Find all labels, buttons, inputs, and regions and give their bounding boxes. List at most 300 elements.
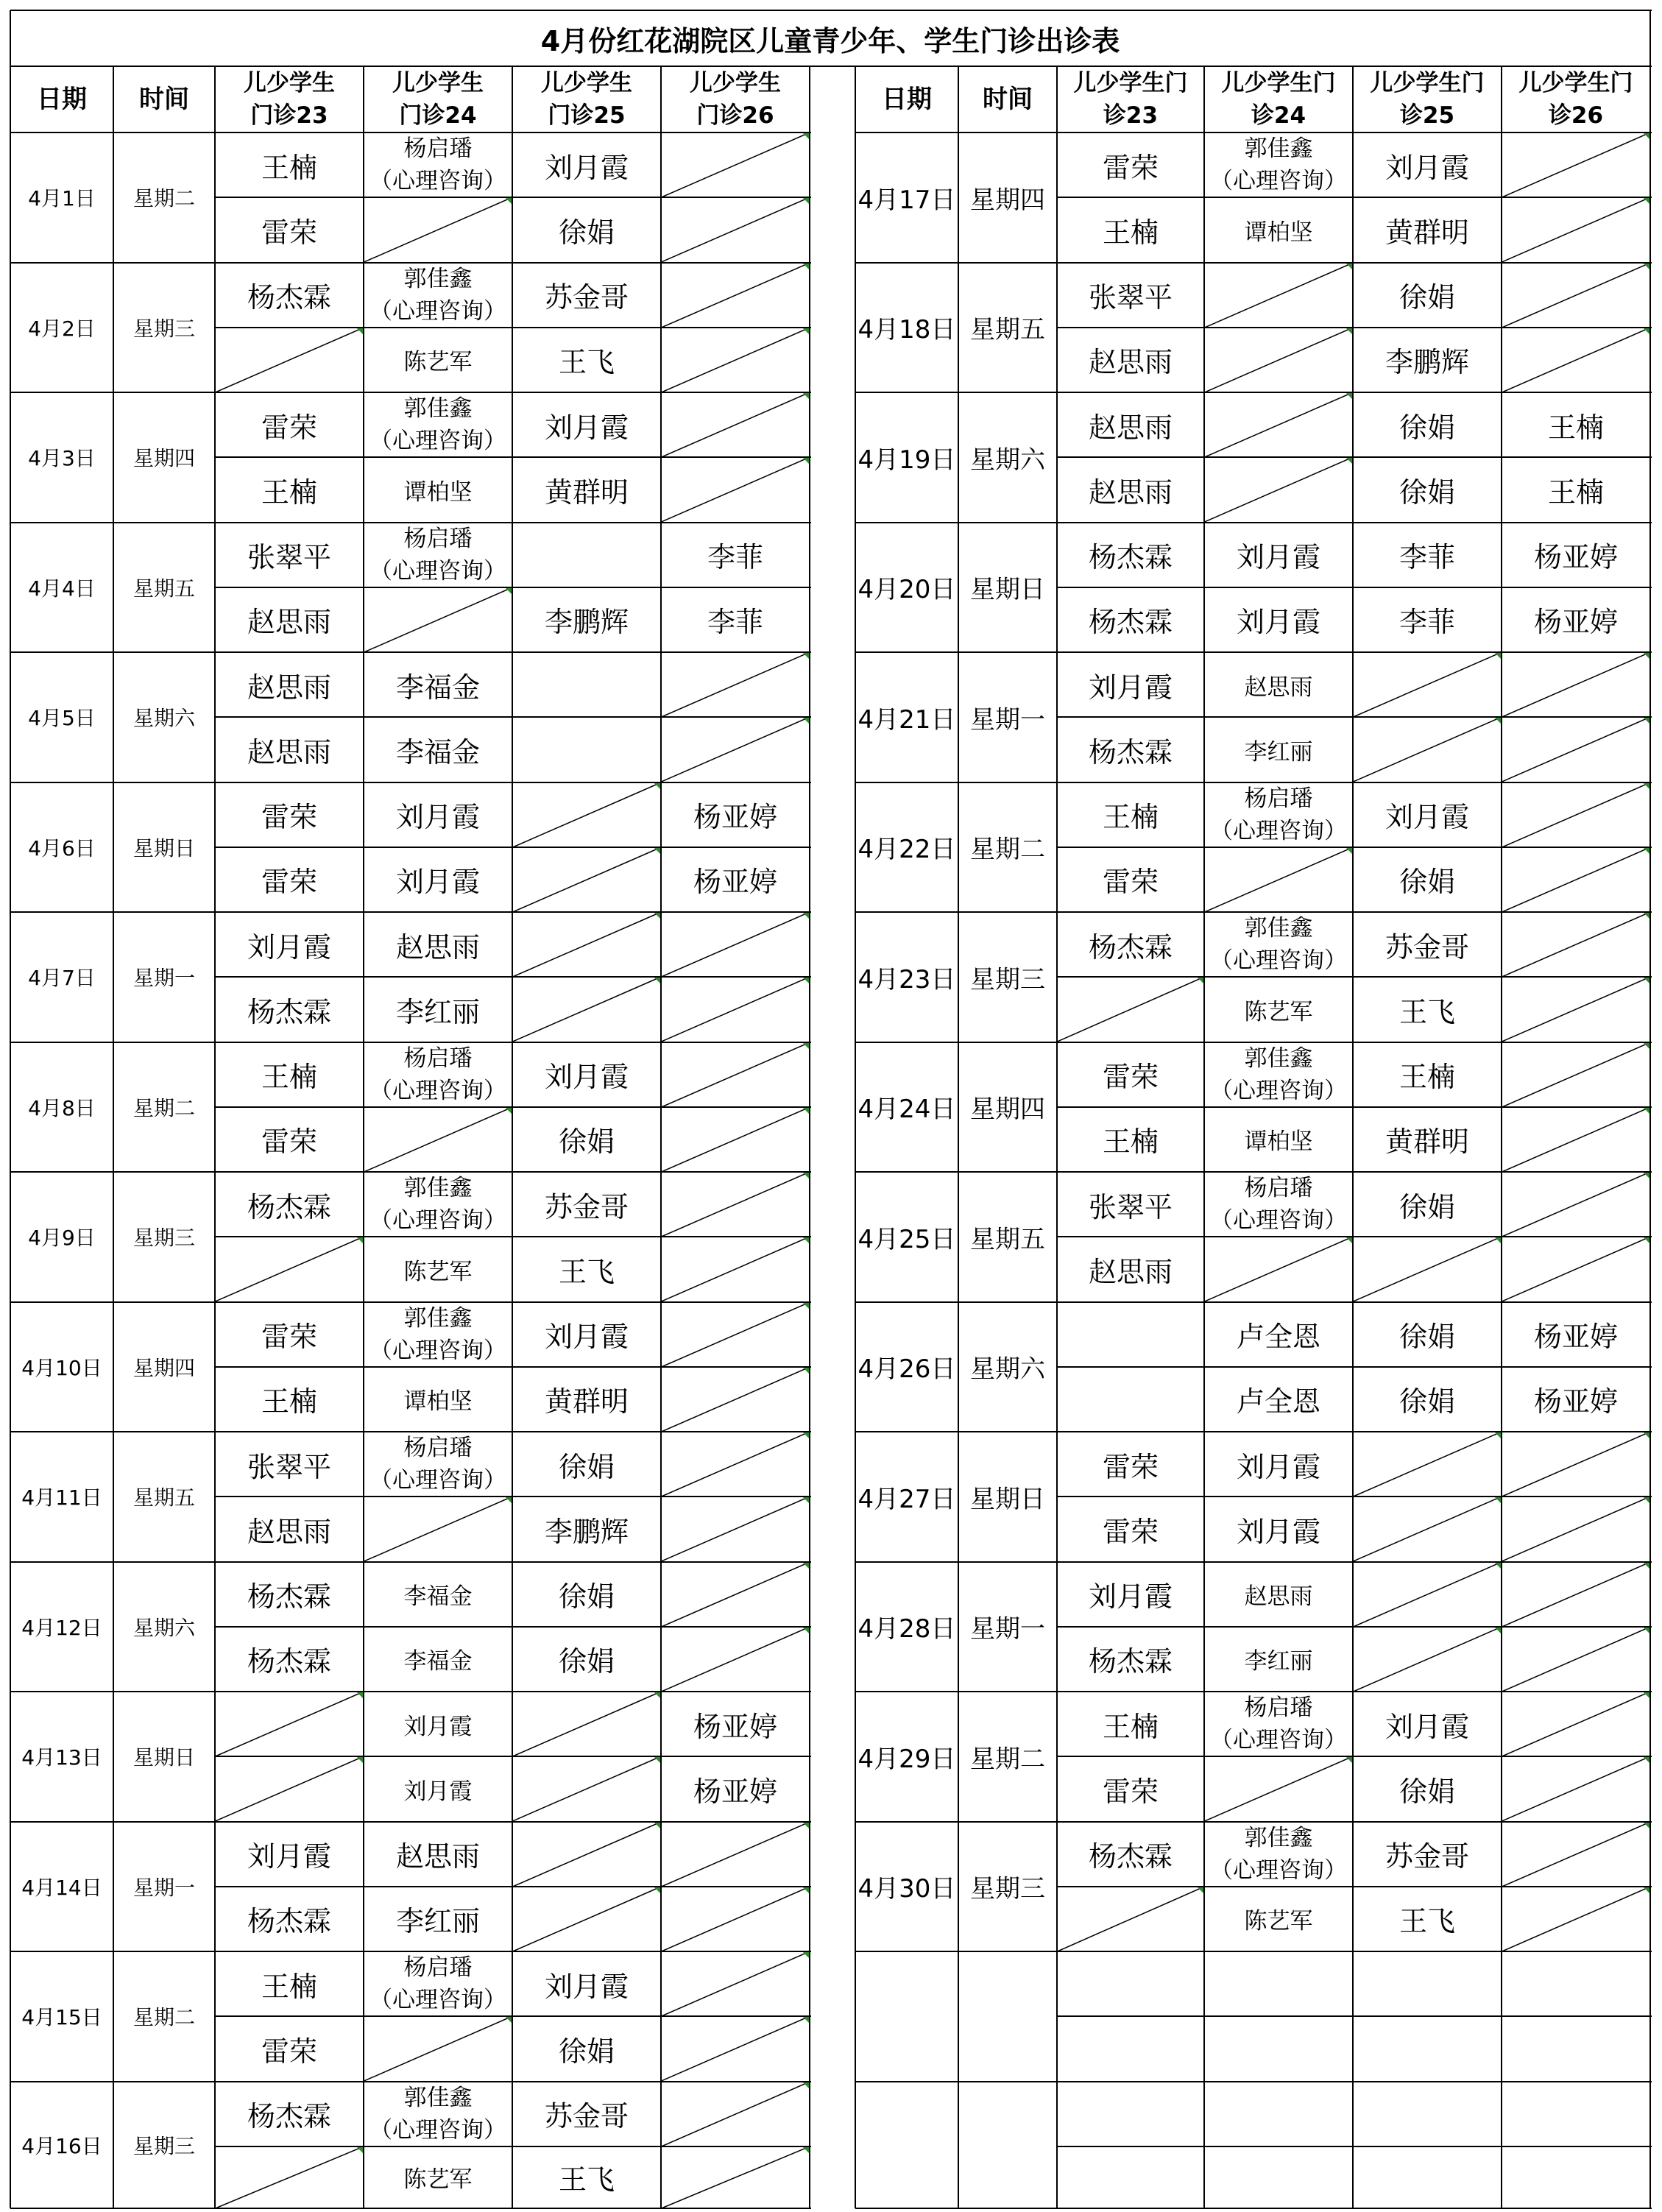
cell-text-line: 杨启璠 [1244, 785, 1313, 812]
cell-text-line: 杨启璠 [1244, 1175, 1313, 1202]
schedule-cell: 王楠 [261, 1061, 317, 1094]
schedule-cell: 李福金 [403, 1583, 473, 1611]
cell-text-line: （心理咨询） [369, 297, 506, 325]
cell-marker [803, 1823, 809, 1828]
cell-marker [803, 718, 809, 724]
weekday-cell: 星期四 [132, 1355, 195, 1380]
cell-marker [1346, 328, 1352, 334]
weekday-cell: 星期五 [970, 315, 1045, 345]
cell-marker [506, 1108, 512, 1114]
schedule-cell: 徐娟 [558, 1450, 615, 1483]
cell-marker [1644, 1432, 1649, 1438]
schedule-cell: 张翠平 [1088, 281, 1173, 314]
date-cell: 4月10日 [21, 1355, 102, 1380]
cell-marker [1644, 1692, 1649, 1698]
cell-text-line: 杨启璠 [403, 1045, 473, 1072]
empty-cell-slash [364, 1497, 512, 1561]
schedule-cell: 李福金 [395, 735, 480, 768]
cell-marker [1644, 1628, 1649, 1633]
cell-marker [803, 1368, 809, 1374]
schedule-cell: 刘月霞 [1088, 1580, 1173, 1614]
date-cell: 4月3日 [28, 446, 96, 471]
empty-cell-slash [512, 977, 661, 1042]
schedule-cell: 杨亚婷 [693, 801, 777, 834]
empty-cell-slash [661, 2082, 810, 2146]
schedule-cell: 李红丽 [395, 995, 480, 1028]
schedule-cell [1204, 782, 1353, 847]
cell-marker [1495, 1497, 1501, 1503]
schedule-cell: 赵思雨 [395, 930, 480, 964]
empty-cell-slash [215, 328, 364, 392]
empty-cell-slash [1502, 1042, 1650, 1107]
empty-cell-slash [1502, 652, 1650, 717]
schedule-cell: 王楠 [261, 1385, 317, 1418]
cell-marker [1644, 328, 1649, 334]
empty-cell-slash [1502, 1172, 1650, 1237]
empty-cell-slash [512, 1822, 661, 1887]
page-title: 4月份红花湖院区儿童青少年、学生门诊出诊表 [540, 24, 1120, 57]
cell-marker [1644, 1237, 1649, 1243]
schedule-cell [364, 392, 512, 457]
date-cell: 4月24日 [857, 1095, 956, 1125]
cell-text-line: 郭佳鑫 [1244, 1045, 1313, 1072]
empty-cell-slash [1353, 652, 1502, 717]
schedule-cell: 刘月霞 [403, 1778, 473, 1805]
schedule-cell: 王飞 [558, 1255, 615, 1288]
schedule-cell: 徐娟 [1398, 1321, 1455, 1354]
schedule-cell: 王楠 [1102, 216, 1159, 249]
schedule-cell [1204, 912, 1353, 977]
cell-text-line: 门诊23 [250, 102, 328, 129]
cell-marker [1346, 264, 1352, 269]
schedule-cell: 杨杰霖 [247, 1190, 331, 1223]
cell-marker [803, 133, 809, 139]
schedule-cell: 雷荣 [1102, 1450, 1159, 1483]
schedule-cell: 赵思雨 [247, 1515, 331, 1548]
schedule-cell: 王楠 [1547, 476, 1604, 509]
schedule-cell [1204, 1172, 1353, 1237]
empty-cell-slash [661, 197, 810, 262]
schedule-cell: 李鹏辉 [1385, 346, 1469, 379]
empty-cell-slash [661, 457, 810, 522]
weekday-cell: 星期一 [132, 966, 195, 991]
weekday-cell: 星期六 [970, 1354, 1045, 1385]
schedule-cell: 刘月霞 [544, 1061, 629, 1094]
weekday-cell: 星期五 [132, 576, 195, 601]
schedule-cell: 徐娟 [558, 1645, 615, 1678]
empty-cell-slash [1502, 977, 1650, 1042]
date-cell: 4月12日 [21, 1615, 102, 1640]
cell-marker [654, 978, 660, 983]
schedule-cell: 苏金哥 [544, 281, 629, 314]
schedule-cell: 刘月霞 [544, 411, 629, 444]
cell-marker [803, 1237, 809, 1243]
empty-cell-slash [1502, 1562, 1650, 1627]
schedule-cell: 雷荣 [1102, 151, 1159, 184]
grid-line [855, 2208, 1652, 2209]
empty-cell-slash [661, 1107, 810, 1172]
schedule-cell: 徐娟 [1398, 281, 1455, 314]
cell-text-line: 杨启璠 [403, 135, 473, 163]
schedule-cell: 杨杰霖 [1088, 541, 1173, 574]
schedule-cell: 张翠平 [1088, 1190, 1173, 1223]
cell-marker [1644, 1757, 1649, 1763]
cell-text-line: （心理咨询） [1210, 1077, 1347, 1104]
header-right-0: 日期 [882, 85, 932, 114]
empty-cell-slash [1502, 132, 1650, 197]
schedule-cell: 雷荣 [1102, 1061, 1159, 1094]
empty-cell-slash [364, 2016, 512, 2081]
date-cell: 4月17日 [857, 185, 956, 215]
schedule-cell: 陈艺军 [403, 349, 473, 376]
cell-marker [1644, 198, 1649, 204]
cell-text-line: 门诊24 [399, 102, 477, 129]
schedule-cell: 杨亚婷 [693, 1775, 777, 1808]
date-cell: 4月26日 [857, 1354, 956, 1385]
cell-text-line: 儿少学生门 [1221, 70, 1336, 96]
grid-line [855, 2081, 1652, 2082]
date-cell: 4月11日 [21, 1485, 102, 1510]
cell-marker [803, 1497, 809, 1503]
empty-cell-slash [1502, 1822, 1650, 1887]
header-left-2 [215, 66, 364, 132]
empty-cell-slash [1502, 1887, 1650, 1951]
cell-text-line: （心理咨询） [1210, 947, 1347, 975]
schedule-cell [1204, 1692, 1353, 1756]
weekday-cell: 星期一 [970, 704, 1045, 735]
schedule-cell: 徐娟 [558, 1126, 615, 1159]
schedule-cell: 徐娟 [1398, 1385, 1455, 1418]
date-cell: 4月27日 [857, 1484, 956, 1514]
cell-marker [803, 1563, 809, 1569]
schedule-cell: 李福金 [395, 671, 480, 704]
schedule-cell: 李鹏辉 [544, 606, 629, 639]
cell-marker [1644, 1887, 1649, 1893]
schedule-cell: 刘月霞 [1236, 541, 1320, 574]
cell-text-line: 郭佳鑫 [1244, 915, 1313, 942]
empty-cell-slash [512, 847, 661, 912]
cell-marker [803, 2082, 809, 2088]
cell-marker [654, 783, 660, 789]
empty-cell-slash [215, 2146, 364, 2208]
cell-text-line: （心理咨询） [1210, 168, 1347, 195]
cell-text-line: 儿少学生 [541, 70, 632, 96]
weekday-cell: 星期三 [132, 2133, 195, 2158]
schedule-cell: 苏金哥 [544, 2100, 629, 2133]
empty-cell-slash [661, 1887, 810, 1951]
cell-marker [654, 848, 660, 854]
cell-marker [803, 1952, 809, 1958]
cell-text-line: （心理咨询） [369, 428, 506, 455]
grid-line [1057, 2015, 1652, 2017]
cell-marker [357, 2147, 363, 2153]
empty-cell-slash [1502, 1692, 1650, 1756]
schedule-cell: 王楠 [1547, 411, 1604, 444]
empty-cell-slash [661, 912, 810, 977]
cell-marker [803, 1303, 809, 1309]
weekday-cell: 星期二 [132, 1095, 195, 1120]
schedule-cell: 赵思雨 [247, 671, 331, 704]
empty-cell-slash [364, 587, 512, 652]
date-cell: 4月23日 [857, 964, 956, 994]
schedule-cell: 刘月霞 [1236, 1450, 1320, 1483]
cell-marker [803, 2147, 809, 2153]
cell-marker [506, 588, 512, 594]
schedule-cell: 卢全恩 [1236, 1321, 1320, 1354]
schedule-cell: 苏金哥 [544, 1190, 629, 1223]
cell-marker [357, 1757, 363, 1763]
cell-text-line: （心理咨询） [1210, 1207, 1347, 1234]
header-right-4 [1353, 66, 1502, 132]
date-cell: 4月8日 [28, 1095, 96, 1120]
schedule-cell: 卢全恩 [1236, 1385, 1320, 1418]
schedule-cell: 徐娟 [1398, 411, 1455, 444]
cell-text-line: 门诊26 [696, 102, 774, 129]
cell-marker [506, 2017, 512, 2023]
empty-cell-slash [661, 328, 810, 392]
weekday-cell: 星期一 [970, 1614, 1045, 1644]
empty-cell-slash [512, 782, 661, 847]
schedule-cell [1204, 132, 1353, 197]
cell-text-line: （心理咨询） [369, 1467, 506, 1494]
cell-text-line: 诊25 [1399, 102, 1455, 129]
cell-marker [1644, 1563, 1649, 1569]
schedule-cell: 苏金哥 [1385, 1840, 1469, 1873]
schedule-cell: 李菲 [707, 541, 763, 574]
date-cell: 4月13日 [21, 1745, 102, 1770]
cell-marker [1644, 133, 1649, 139]
cell-marker [506, 1497, 512, 1503]
schedule-cell: 徐娟 [1398, 866, 1455, 899]
cell-marker [1346, 458, 1352, 464]
schedule-cell [364, 263, 512, 328]
schedule-cell: 杨亚婷 [693, 866, 777, 899]
cell-text-line: 郭佳鑫 [403, 1304, 473, 1332]
empty-cell-slash [1353, 1627, 1502, 1692]
schedule-cell: 雷荣 [261, 1126, 317, 1159]
schedule-cell: 杨亚婷 [693, 1710, 777, 1743]
schedule-cell: 苏金哥 [1385, 930, 1469, 964]
schedule-cell: 谭柏坚 [1244, 1128, 1313, 1156]
cell-text-line: 儿少学生门 [1370, 70, 1485, 96]
date-cell: 4月16日 [21, 2133, 102, 2158]
empty-cell-slash [1204, 263, 1353, 328]
cell-text-line: （心理咨询） [369, 1077, 506, 1104]
schedule-cell: 王楠 [261, 151, 317, 184]
cell-text-line: 郭佳鑫 [1244, 135, 1313, 163]
empty-cell-slash [661, 1042, 810, 1107]
empty-cell-slash [1204, 1237, 1353, 1301]
schedule-cell: 谭柏坚 [1244, 219, 1313, 246]
empty-cell-slash [661, 1627, 810, 1692]
date-cell: 4月30日 [857, 1874, 956, 1904]
schedule-cell: 陈艺军 [1244, 1908, 1313, 1935]
empty-cell-slash [1353, 1432, 1502, 1497]
empty-cell-slash [215, 1692, 364, 1756]
empty-cell-slash [661, 1951, 810, 2016]
cell-marker [803, 458, 809, 464]
schedule-cell: 李红丽 [395, 1905, 480, 1938]
cell-marker [357, 328, 363, 334]
empty-cell-slash [661, 1822, 810, 1887]
cell-text-line: （心理咨询） [369, 1337, 506, 1364]
empty-cell-slash [1502, 197, 1650, 262]
schedule-cell: 刘月霞 [1236, 1515, 1320, 1548]
date-cell: 4月25日 [857, 1224, 956, 1254]
schedule-cell: 陈艺军 [403, 1258, 473, 1285]
schedule-cell: 雷荣 [261, 2035, 317, 2068]
empty-cell-slash [661, 1562, 810, 1627]
header-left-3 [364, 66, 512, 132]
cell-marker [1495, 718, 1501, 724]
schedule-cell [364, 523, 512, 587]
weekday-cell: 星期三 [970, 964, 1045, 994]
cell-text-line: （心理咨询） [1210, 1727, 1347, 1754]
schedule-cell: 刘月霞 [403, 1713, 473, 1740]
schedule-cell: 黄群明 [544, 476, 629, 509]
cell-marker [1346, 1237, 1352, 1243]
schedule-cell: 陈艺军 [1244, 998, 1313, 1025]
cell-text-line: （心理咨询） [1210, 1856, 1347, 1884]
schedule-cell: 刘月霞 [544, 151, 629, 184]
cell-text-line: （心理咨询） [1210, 817, 1347, 844]
header-left-1: 时间 [139, 85, 189, 114]
cell-text-line: 郭佳鑫 [403, 2084, 473, 2111]
schedule-cell: 刘月霞 [1385, 1710, 1469, 1743]
cell-text-line: 郭佳鑫 [403, 265, 473, 292]
schedule-cell: 杨亚婷 [1533, 1321, 1618, 1354]
weekday-cell: 星期日 [132, 1745, 195, 1770]
cell-marker [1644, 783, 1649, 789]
cell-marker [1644, 1043, 1649, 1049]
schedule-cell: 赵思雨 [1244, 674, 1313, 701]
date-cell: 4月29日 [857, 1744, 956, 1774]
weekday-cell: 星期四 [970, 1095, 1045, 1125]
cell-marker [654, 1823, 660, 1828]
schedule-cell: 赵思雨 [1088, 411, 1173, 444]
schedule-cell: 赵思雨 [1244, 1583, 1313, 1611]
cell-text-line: 儿少学生门 [1518, 70, 1633, 96]
schedule-cell: 张翠平 [247, 541, 331, 574]
schedule-cell [364, 1951, 512, 2016]
schedule-cell: 杨亚婷 [1533, 1385, 1618, 1418]
schedule-cell: 刘月霞 [1088, 671, 1173, 704]
cell-marker [1644, 1823, 1649, 1828]
weekday-cell: 星期日 [970, 1484, 1045, 1514]
schedule-cell: 赵思雨 [1088, 476, 1173, 509]
schedule-cell: 王楠 [1102, 1710, 1159, 1743]
schedule-cell: 黄群明 [1385, 216, 1469, 249]
schedule-cell: 杨杰霖 [1088, 1645, 1173, 1678]
cell-marker [803, 1432, 809, 1438]
cell-marker [654, 1887, 660, 1893]
date-cell: 4月15日 [21, 2005, 102, 2030]
date-cell: 4月1日 [28, 186, 96, 211]
empty-cell-slash [661, 1302, 810, 1367]
cell-text-line: （心理咨询） [369, 1987, 506, 2014]
empty-cell-slash [661, 1237, 810, 1301]
empty-cell-slash [215, 1756, 364, 1821]
empty-cell-slash [512, 1756, 661, 1821]
schedule-cell: 王楠 [1398, 1061, 1455, 1094]
schedule-cell [364, 2082, 512, 2146]
cell-marker [654, 1692, 660, 1698]
schedule-cell: 王飞 [1398, 1905, 1455, 1938]
schedule-cell: 王飞 [1398, 995, 1455, 1028]
empty-cell-slash [1204, 457, 1353, 522]
cell-marker [1644, 848, 1649, 854]
cell-text-line: （心理咨询） [369, 557, 506, 584]
weekday-cell: 星期日 [132, 835, 195, 861]
cell-marker [1346, 1757, 1352, 1763]
cell-marker [1495, 1563, 1501, 1569]
cell-marker [1346, 393, 1352, 399]
weekday-cell: 星期二 [132, 2005, 195, 2030]
cell-text-line: 杨启璠 [403, 1954, 473, 1982]
empty-cell-slash [661, 717, 810, 782]
cell-text-line: 诊24 [1251, 102, 1306, 129]
schedule-cell: 李红丽 [1244, 1648, 1313, 1675]
date-cell: 4月9日 [28, 1226, 96, 1251]
schedule-cell: 赵思雨 [1088, 346, 1173, 379]
schedule-cell: 杨杰霖 [1088, 1840, 1173, 1873]
empty-cell-slash [1502, 912, 1650, 977]
weekday-cell: 星期三 [970, 1874, 1045, 1904]
schedule-cell: 王楠 [261, 476, 317, 509]
cell-marker [1644, 718, 1649, 724]
schedule-cell: 刘月霞 [544, 1970, 629, 2003]
schedule-cell: 雷荣 [261, 1321, 317, 1354]
header-right-1: 时间 [983, 85, 1033, 114]
cell-text-line: （心理咨询） [369, 2116, 506, 2144]
schedule-cell: 刘月霞 [395, 866, 480, 899]
schedule-cell: 王楠 [261, 1970, 317, 2003]
weekday-cell: 星期日 [970, 575, 1045, 605]
date-cell: 4月14日 [21, 1875, 102, 1900]
cell-marker [803, 978, 809, 983]
schedule-cell: 赵思雨 [247, 606, 331, 639]
weekday-cell: 星期五 [132, 1485, 195, 1510]
date-cell: 4月28日 [857, 1614, 956, 1644]
schedule-cell: 杨杰霖 [1088, 930, 1173, 964]
header-right-3 [1204, 66, 1353, 132]
weekday-cell: 星期三 [132, 316, 195, 341]
cell-marker [1644, 1108, 1649, 1114]
empty-cell-slash [1204, 1756, 1353, 1821]
empty-cell-slash [1057, 1887, 1204, 1951]
cell-marker [803, 264, 809, 269]
schedule-cell: 王飞 [558, 346, 615, 379]
schedule-cell: 雷荣 [261, 411, 317, 444]
date-cell: 4月22日 [857, 835, 956, 865]
schedule-cell: 刘月霞 [247, 930, 331, 964]
cell-text-line: 儿少学生 [392, 70, 484, 96]
weekday-cell: 星期六 [970, 445, 1045, 475]
grid-line [1057, 2146, 1652, 2147]
grid-line [10, 10, 1652, 11]
schedule-cell: 刘月霞 [395, 801, 480, 834]
empty-cell-slash [661, 1367, 810, 1432]
cell-marker [1346, 848, 1352, 854]
empty-cell-slash [512, 1692, 661, 1756]
schedule-cell: 王飞 [558, 2163, 615, 2197]
schedule-cell: 杨杰霖 [247, 281, 331, 314]
schedule-cell: 杨杰霖 [247, 1645, 331, 1678]
schedule-cell [364, 1302, 512, 1367]
cell-marker [1495, 1237, 1501, 1243]
schedule-cell: 徐娟 [1398, 1190, 1455, 1223]
empty-cell-slash [661, 263, 810, 328]
